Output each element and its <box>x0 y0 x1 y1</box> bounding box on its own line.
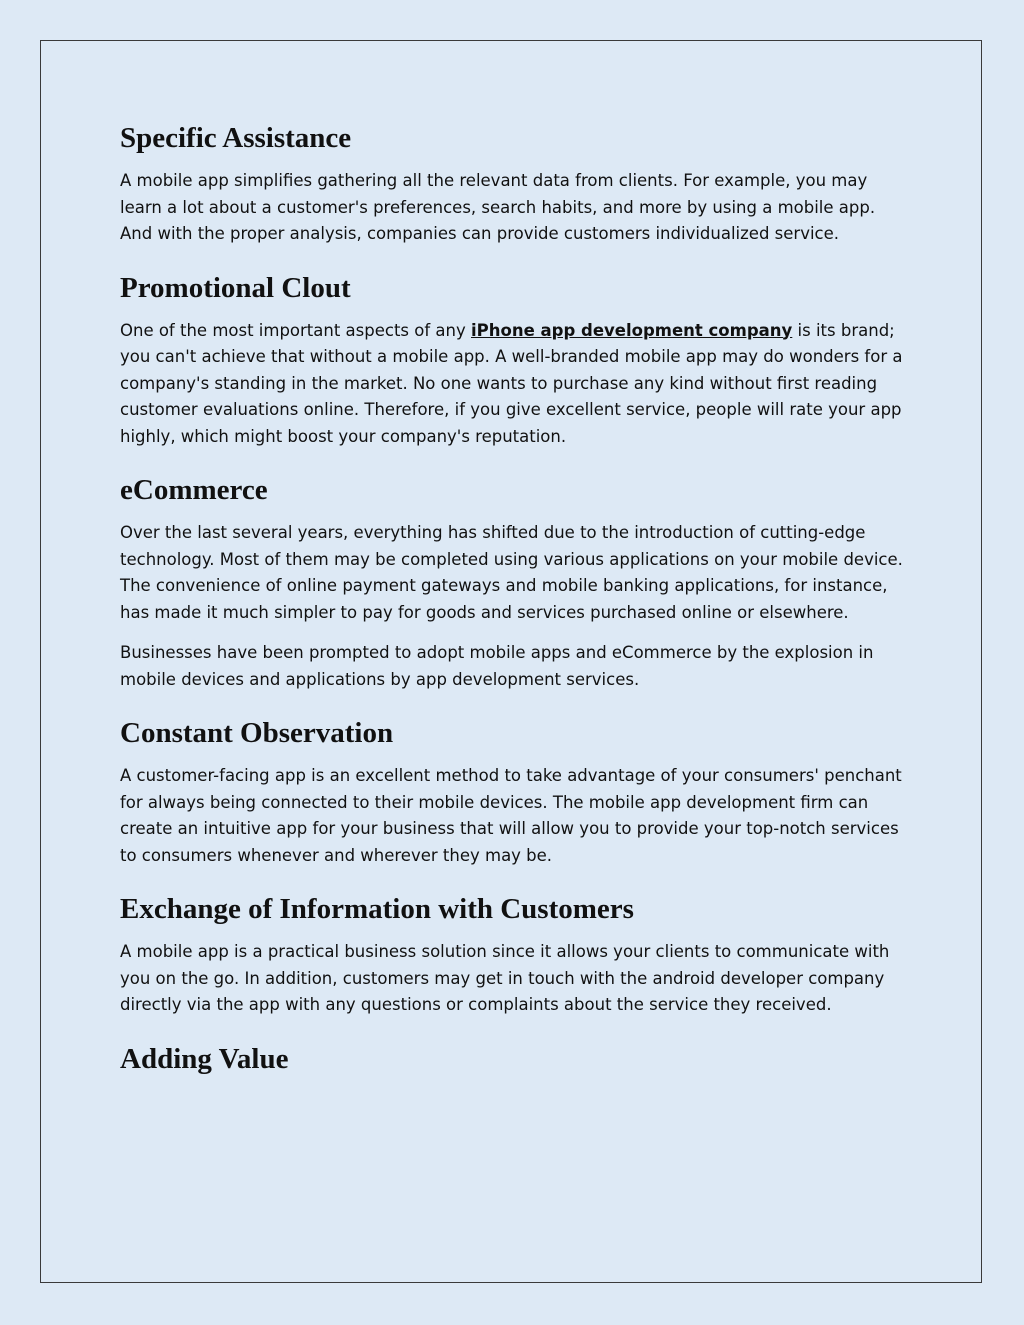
paragraph-constant-observation: A customer-facing app is an excellent method to take advantage of your consumers' penchant for always being connected to their mobile devices. The mobile app development firm can create an intuitive app for your business that will allow you to provide your top-notch services to consumers whenever and wherever they may be. <box>120 766 902 865</box>
paragraph-text-before-link: One of the most important aspects of any <box>120 320 471 340</box>
document-content <box>120 118 910 1089</box>
paragraph-ecommerce-1: Over the last several years, everything has shifted due to the introduction of cutting-edge technology. Most of them may be completed using various applications on your mobile device. The convenience of online payment gateways and mobile banking applications, for instance, has made it much simpler to pay for goods and services purchased online or elsewhere. <box>120 523 903 622</box>
heading-ecommerce: eCommerce <box>120 474 268 506</box>
paragraph-text-after-link: is its brand; you can't achieve that without a mobile app. A well-branded mobile app may do wonders for a company's standing in the market. No one wants to purchase any kind without first reading customer evaluations online. Therefore, if you give excellent service, people will rate your app highly, which might boost your company's reputation. <box>120 320 903 446</box>
paragraph-exchange-of-information: A mobile app is a practical business solution since it allows your clients to communicate with you on the go. In addition, customers may get in touch with the android developer company directly via the app with any questions or complaints about the service they received. <box>120 942 890 1014</box>
heading-exchange-of-information: Exchange of Information with Customers <box>120 893 634 925</box>
paragraph-ecommerce-2: Businesses have been prompted to adopt mobile apps and eCommerce by the explosion in mobile devices and applications by app development services. <box>120 643 874 689</box>
heading-specific-assistance: Specific Assistance <box>120 122 352 154</box>
heading-promotional-clout: Promotional Clout <box>120 271 351 304</box>
heading-constant-observation: Constant Observation <box>120 717 394 749</box>
paragraph-specific-assistance: A mobile app simplifies gathering all the relevant data from clients. For example, you may learn a lot about a customer's preferences, search habits, and more by using a mobile app. And with the proper analysis, companies can provide customers individualized service. <box>120 171 876 243</box>
paragraph-promotional-clout <box>120 318 910 451</box>
iphone-app-development-company-link[interactable]: iPhone app development company <box>471 320 793 340</box>
heading-adding-value: Adding Value <box>120 1042 289 1075</box>
